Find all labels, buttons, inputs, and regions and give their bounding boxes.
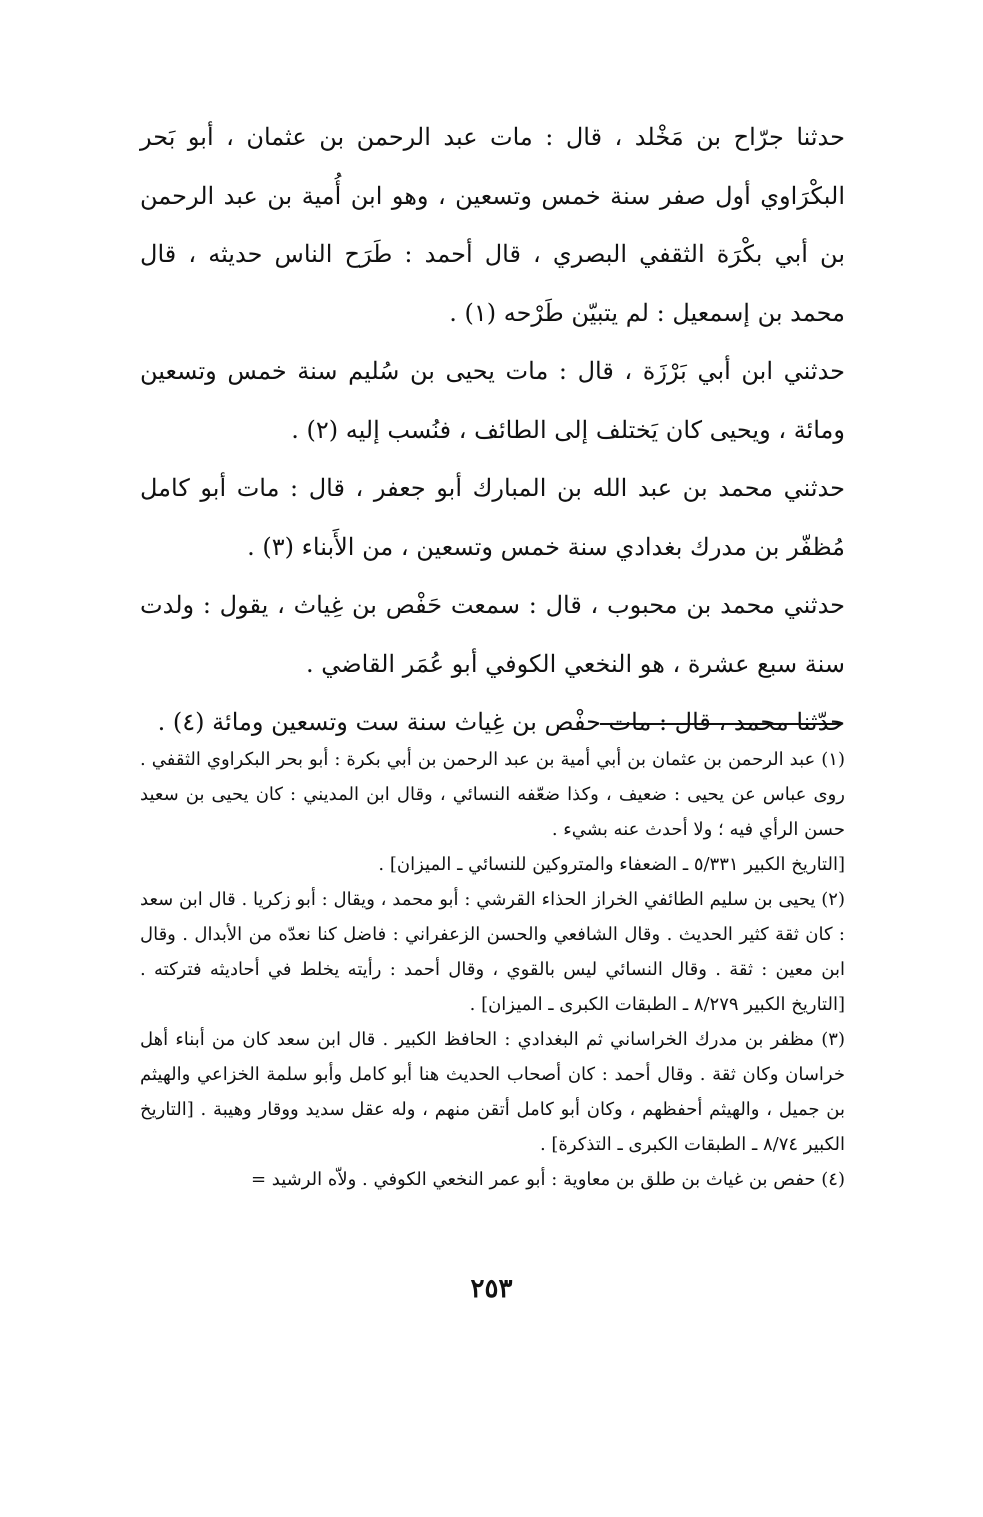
footnote-1: (١) عبد الرحمن بن عثمان بن أبي أمية بن عبد الرحمن بن أبي بكرة : أبو بحر البكراوي الثقفي . روى عباس عن يحيى : ضعيف ، وكذا ضعّفه النسائي ، وقال ابن المديني : كان يحيى بن سعيد حسن الرأي فيه ؛ ولا أحدث عنه بشيء . bbox=[140, 749, 845, 840]
footnote-2: (٢) يحيى بن سليم الطائفي الخراز الحذاء القرشي : أبو محمد ، ويقال : أبو زكريا . قال ابن سعد : كان ثقة كثير الحديث . وقال الشافعي والحسن الزعفراني : فاضل كنا نعدّه من الأبدال . وقال ابن معين : ثقة . وقال النسائي ليس بالقوي ، وقال أحمد : رأيته يخلط في أحاديثه فتركته . [التاريخ الكبير ٨/٢٧٩ ـ الطبقات الكبرى ـ الميزان] . bbox=[140, 889, 845, 1015]
main-paragraph-4: حدثني محمد بن محبوب ، قال : سمعت حَفْص بن غِياث ، يقول : ولدت سنة سبع عشرة ، هو النخعي الكوفي أبو عُمَر القاضي . bbox=[140, 591, 845, 678]
main-text bbox=[140, 108, 845, 752]
footnote-4: (٤) حفص بن غياث بن طلق بن معاوية : أبو عمر النخعي الكوفي . ولاّه الرشيد = bbox=[250, 1169, 845, 1190]
main-paragraph-3: حدثني محمد بن عبد الله بن المبارك أبو جعفر ، قال : مات أبو كامل مُظفّر بن مدرك بغدادي سنة خمس وتسعين ، من الأَبناء (٣) . bbox=[140, 474, 845, 561]
footnotes bbox=[140, 742, 845, 1197]
main-paragraph-2: حدثني ابن أبي بَرْزَة ، قال : مات يحيى بن سُليم سنة خمس وتسعين ومائة ، ويحيى كان يَختلف إلى الطائف ، فنُسب إليه (٢) . bbox=[140, 357, 845, 444]
footnote-3: (٣) مظفر بن مدرك الخراساني ثم البغدادي : الحافظ الكبير . قال ابن سعد كان من أبناء أهل خراسان وكان ثقة . وقال أحمد : كان أصحاب الحديث هنا أبو كامل وأبو سلمة الخزاعي والهيثم بن جميل ، والهيثم أحفظهم ، وكان أبو كامل أتقن منهم ، وله عقل سديد ووقار وهيبة . [التاريخ الكبير ٨/٧٤ ـ الطبقات الكبرى ـ التذكرة] . bbox=[140, 1029, 845, 1155]
page-number: ٢٥٣ bbox=[470, 1274, 513, 1304]
footnote-divider bbox=[600, 723, 840, 725]
main-paragraph-1: حدثنا جرّاح بن مَخْلد ، قال : مات عبد الرحمن بن عثمان ، أبو بَحر البكْرَاوي أول صفر سنة خمس وتسعين ، وهو ابن أُمية بن عبد الرحمن بن أبي بكْرَة الثقفي البصري ، قال أحمد : طَرَح الناس حديثه ، قال محمد بن إسمعيل : لم يتبيّن طَرْحه (١) . bbox=[140, 123, 845, 327]
footnote-1-sources: [التاريخ الكبير ٥/٣٣١ ـ الضعفاء والمتروكين للنسائي ـ الميزان] . bbox=[378, 854, 845, 875]
main-paragraph-5: حدّثنا محمد ، قال : مات حفْص بن غِياث سنة ست وتسعين ومائة (٤) . bbox=[157, 708, 845, 736]
